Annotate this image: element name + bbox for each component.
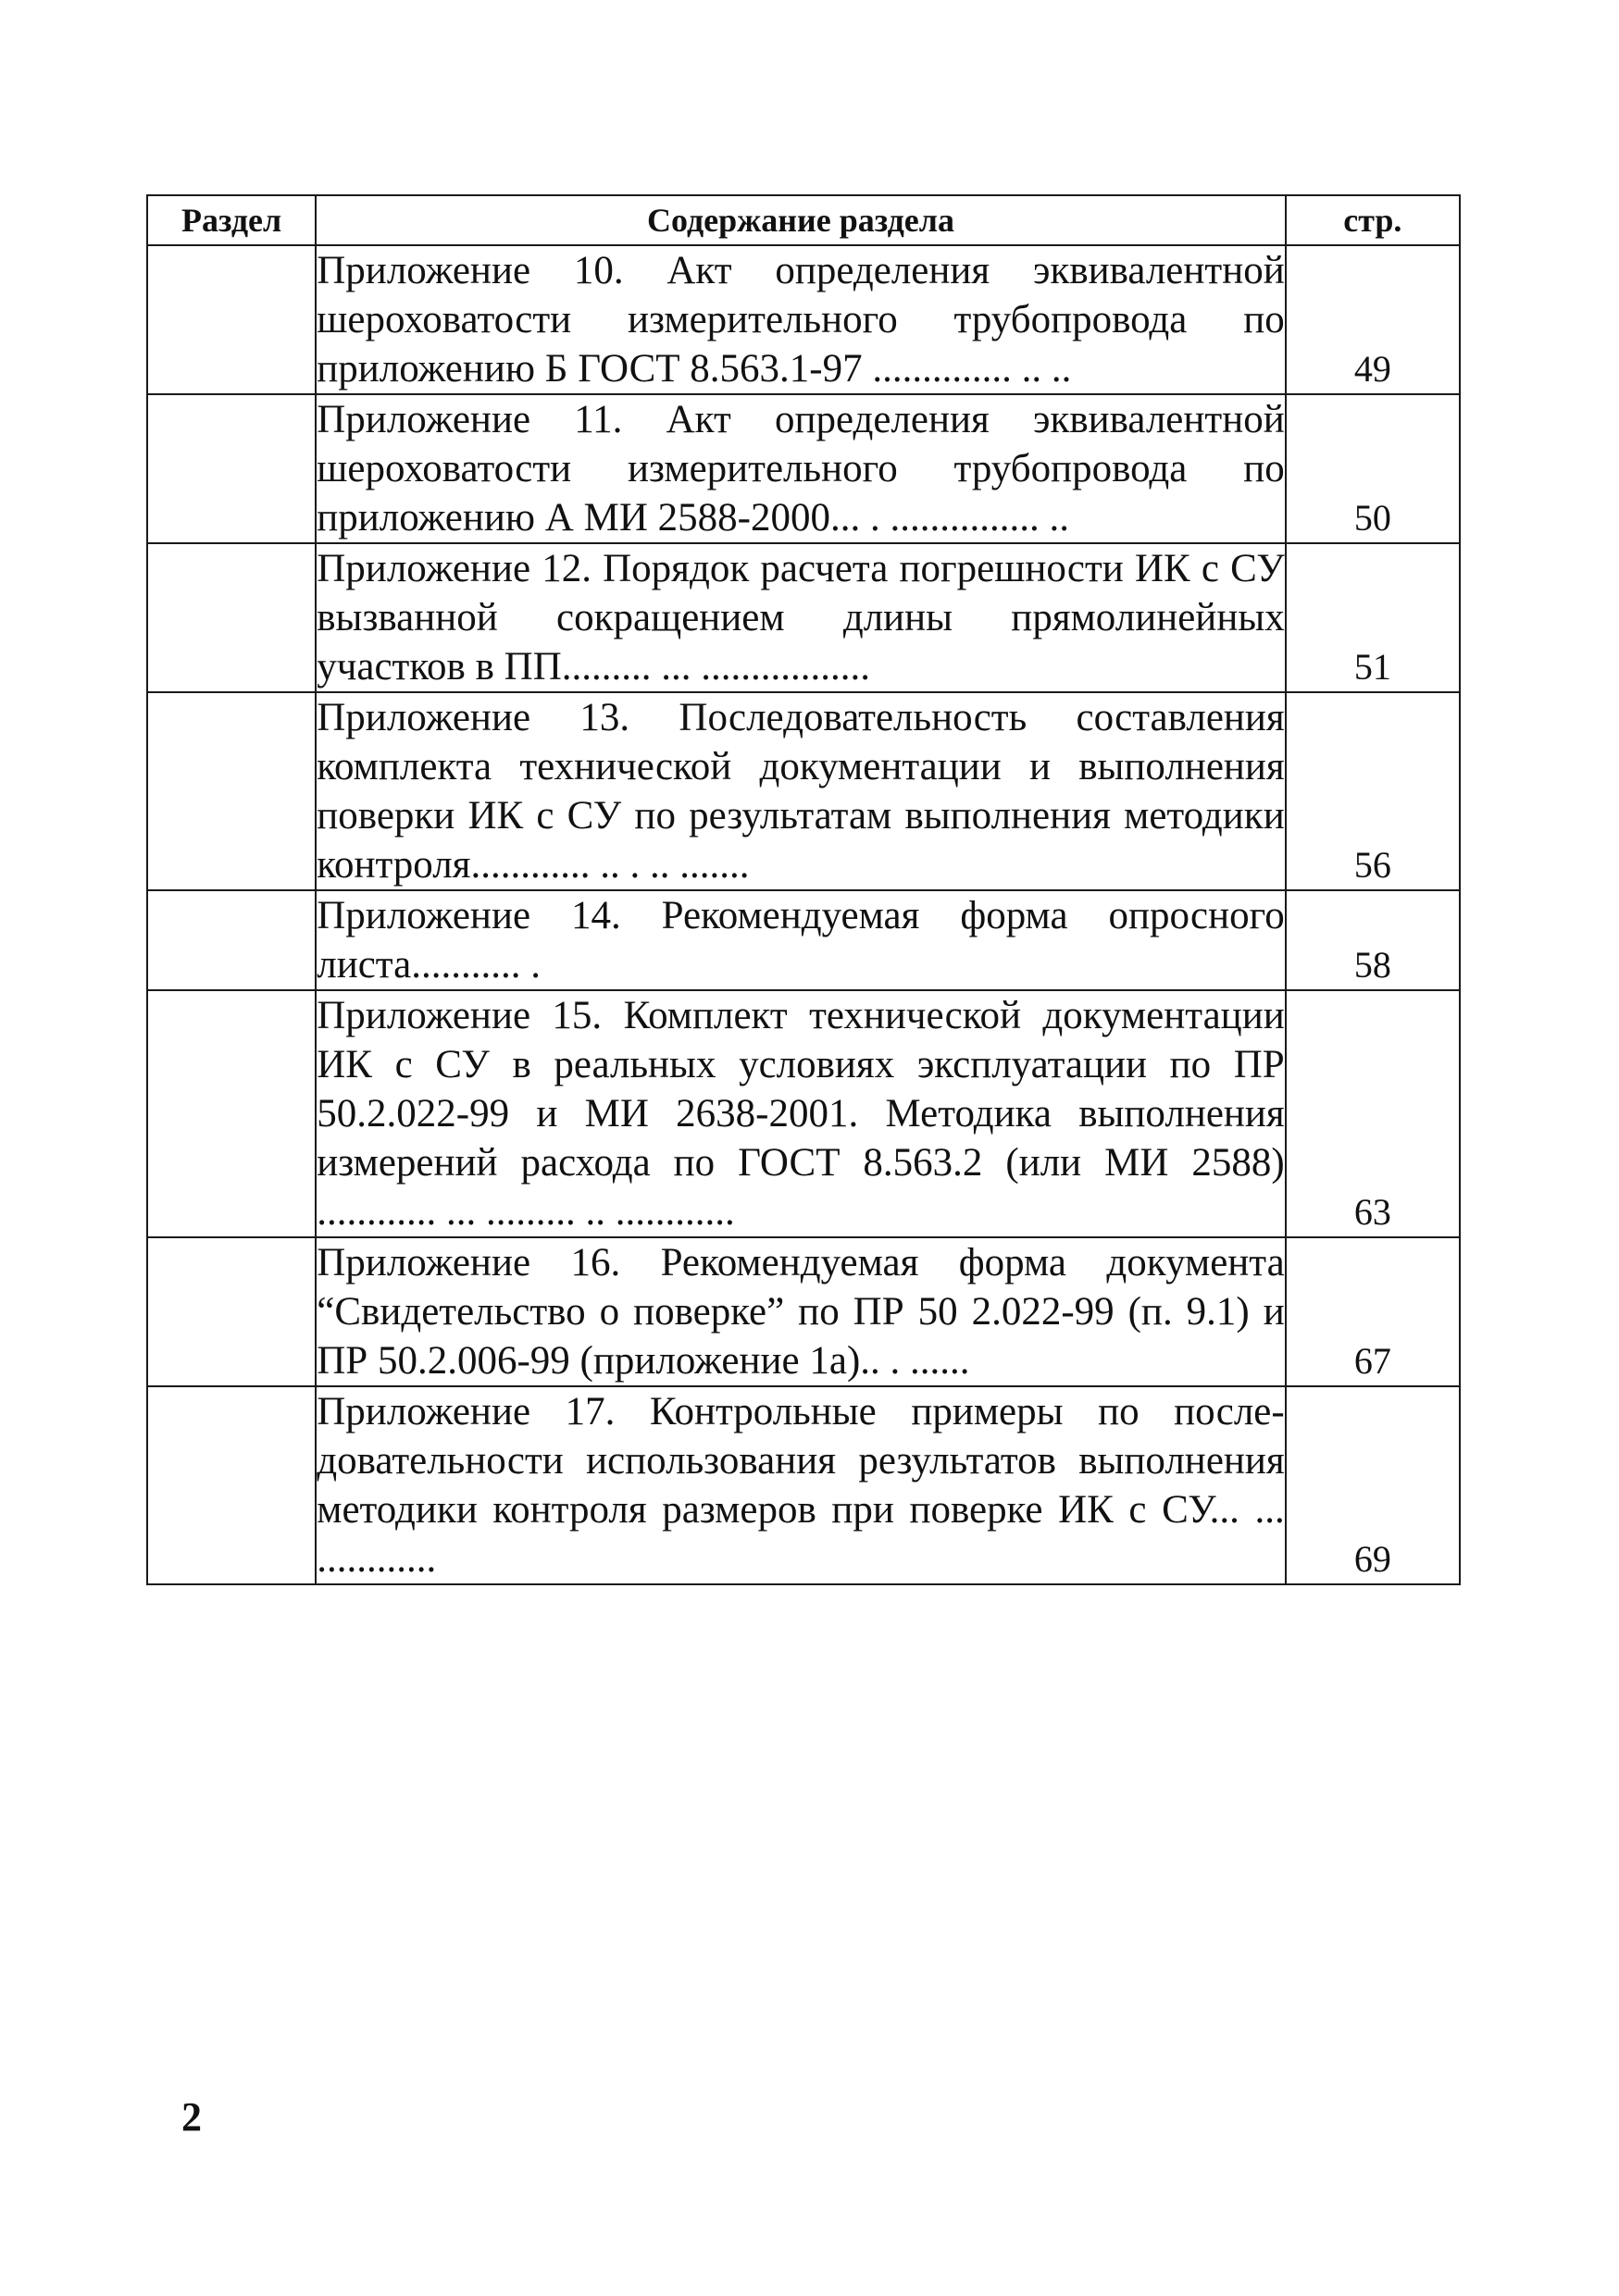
- toc-entry-text: Приложение 15. Комплект технической документации ИК с СУ в реальных условиях эксплуатации по ПР 50.2.022-99 и МИ 2638-2001. Методика выполнения измерений расхода по ГОСТ 8.563.2 (или МИ 2588) ............ ... ......... .. ............: [316, 990, 1285, 1237]
- toc-entry-text: Приложение 10. Акт определения эквивалентной шероховатости измерительного трубопровода по приложению Б ГОСТ 8.563.1-97 .............. .. ..: [316, 245, 1285, 394]
- toc-row: [147, 692, 1460, 890]
- toc-section-cell: [147, 543, 316, 692]
- toc-section-cell: [147, 692, 316, 890]
- toc-entry-text: Приложение 17. Контрольные примеры по последовательности использования результатов выполнения методики контроля размеров при поверке ИК с СУ... ... ............: [316, 1386, 1285, 1584]
- toc-row: [147, 1237, 1460, 1386]
- toc-section-cell: [147, 245, 316, 394]
- toc-page-number: 49: [1286, 245, 1460, 394]
- toc-page-number: 63: [1286, 990, 1460, 1237]
- header-content: Содержание раздела: [316, 195, 1285, 245]
- toc-page-number: 67: [1286, 1237, 1460, 1386]
- toc-page-number: 69: [1286, 1386, 1460, 1584]
- header-section: Раздел: [147, 195, 316, 245]
- toc-page-number: 50: [1286, 394, 1460, 543]
- toc-row: [147, 990, 1460, 1237]
- toc-header-row: [147, 195, 1460, 245]
- toc-section-cell: [147, 1386, 316, 1584]
- toc-section-cell: [147, 394, 316, 543]
- toc-table: [146, 194, 1461, 1585]
- toc-row: [147, 543, 1460, 692]
- toc-row: [147, 1386, 1460, 1584]
- toc-section-cell: [147, 990, 316, 1237]
- toc-entry-text: Приложение 13. Последовательность составления комплекта технической документации и выполнения поверки ИК с СУ по результатам выполнения методики контроля............ .. . .. .......: [316, 692, 1285, 890]
- header-page: стр.: [1286, 195, 1460, 245]
- toc-entry-text: Приложение 16. Рекомендуемая форма документа “Свидетельство о поверке” по ПР 50 2.022-99 (п. 9.1) и ПР 50.2.006-99 (приложение 1а).. . ......: [316, 1237, 1285, 1386]
- toc-page-number: 58: [1286, 890, 1460, 990]
- toc-entry-text: Приложение 14. Рекомендуемая форма опросного листа........... .: [316, 890, 1285, 990]
- toc-page-number: 51: [1286, 543, 1460, 692]
- toc-section-cell: [147, 1237, 316, 1386]
- toc-row: [147, 245, 1460, 394]
- toc-entry-text: Приложение 12. Порядок расчета погрешности ИК с СУ вызванной сокращением длины прямолинейных участков в ПП......... ... .................: [316, 543, 1285, 692]
- toc-entry-text: Приложение 11. Акт определения эквивалентной шероховатости измерительного трубопровода по приложению А МИ 2588-2000... . ............... ..: [316, 394, 1285, 543]
- toc-section-cell: [147, 890, 316, 990]
- toc-row: [147, 890, 1460, 990]
- page-number: 2: [181, 2094, 202, 2140]
- toc-page-number: 56: [1286, 692, 1460, 890]
- toc-row: [147, 394, 1460, 543]
